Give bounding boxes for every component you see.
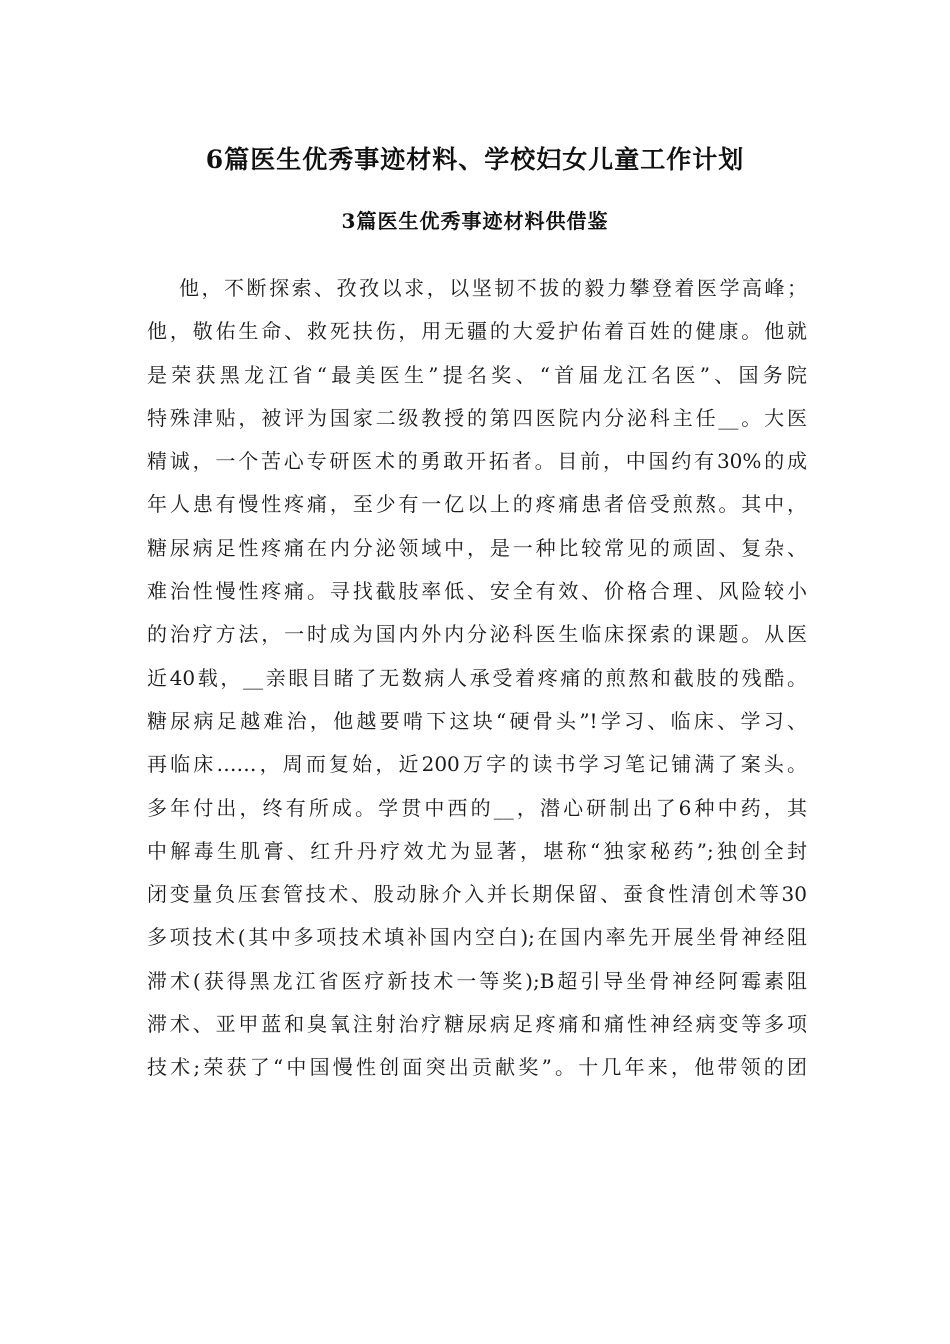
document-title: 6篇医生优秀事迹材料、学校妇女儿童工作计划 (205, 145, 745, 174)
text-line: 难治性慢性疼痛。寻找截肢率低、安全有效、价格合理、风险较小 (147, 579, 807, 604)
text-line: 技术;荣获了“中国慢性创面突出贡献奖”。十几年来，他带领的团 (147, 1055, 807, 1080)
text-line: 年人患有慢性疼痛，至少有一亿以上的疼痛患者倍受煎熬。其中， (147, 492, 807, 517)
text-line: 滞术(获得黑龙江省医疗新技术一等奖);B超引导坐骨神经阿霉素阻 (147, 968, 807, 993)
body-paragraph (147, 267, 807, 1090)
text-line: 多年付出，终有所成。学贯中西的__，潜心研制出了6种中药，其 (147, 795, 807, 820)
text-line: 特殊津贴，被评为国家二级教授的第四医院内分泌科主任__。大医 (147, 405, 807, 430)
text-line: 他，不断探索、孜孜以求，以坚韧不拔的毅力攀登着医学高峰； (179, 276, 807, 300)
text-line: 近40载，__亲眼目睹了无数病人承受着疼痛的煎熬和截肢的残酷。 (147, 665, 807, 690)
text-line: 再临床……，周而复始，近200万字的读书学习笔记铺满了案头。 (147, 752, 807, 777)
text-line: 滞术、亚甲蓝和臭氧注射治疗糖尿病足疼痛和痛性神经病变等多项 (147, 1012, 807, 1037)
text-line: 中解毒生肌膏、红升丹疗效尤为显著，堪称“独家秘药”;独创全封 (147, 838, 807, 863)
document-subtitle: 3篇医生优秀事迹材料供借鉴 (341, 209, 609, 233)
text-line: 闭变量负压套管技术、股动脉介入并长期保留、蚕食性清创术等30 (147, 882, 807, 907)
text-line: 的治疗方法，一时成为国内外内分泌科医生临床探索的课题。从医 (147, 622, 807, 647)
text-line: 多项技术(其中多项技术填补国内空白);在国内率先开展坐骨神经阻 (147, 925, 807, 950)
text-line: 是荣获黑龙江省“最美医生”提名奖、“首届龙江名医”、国务院 (147, 362, 807, 387)
text-line: 精诚，一个苦心专研医术的勇敢开拓者。目前，中国约有30%的成 (147, 449, 807, 474)
text-line: 糖尿病足越难治，他越要啃下这块“硬骨头”!学习、临床、学习、 (147, 708, 807, 733)
text-line: 糖尿病足性疼痛在内分泌领域中，是一种比较常见的顽固、复杂、 (147, 535, 807, 560)
text-line: 他，敬佑生命、救死扶伤，用无疆的大爱护佑着百姓的健康。他就 (147, 319, 807, 344)
